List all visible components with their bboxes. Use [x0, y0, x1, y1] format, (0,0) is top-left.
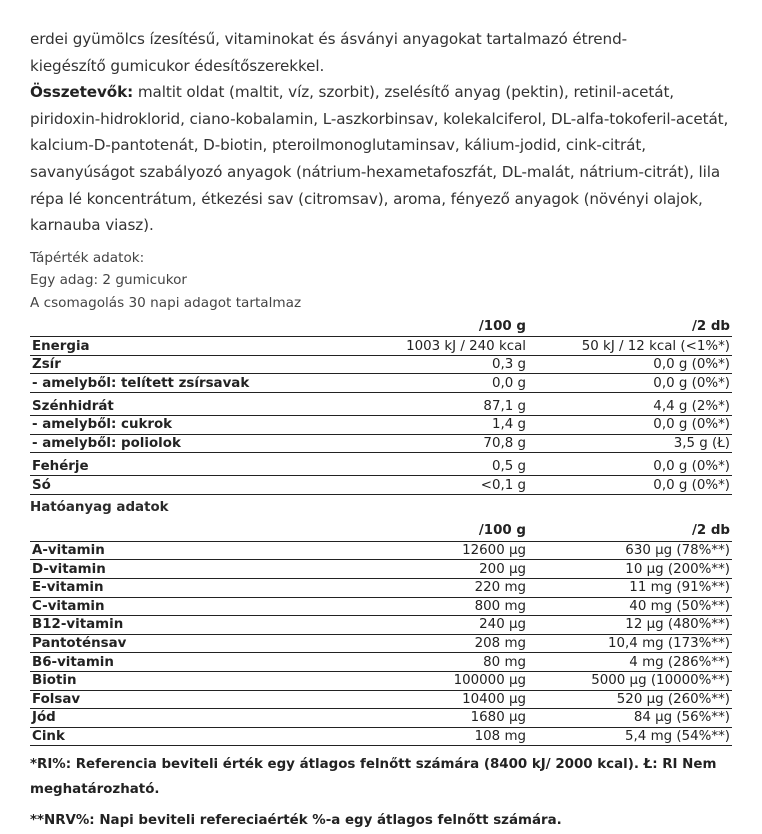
table-row: [30, 653, 732, 672]
table-row: [30, 541, 732, 560]
row-label: Zsír: [30, 355, 300, 374]
row-value-100g: 1003 kJ / 240 kcal: [300, 337, 528, 356]
nutrition-table-header: [30, 316, 732, 337]
nutrition-heading: Tápérték adatok:: [30, 249, 145, 266]
row-label: C-vitamin: [30, 597, 300, 616]
row-value-100g: 12600 µg: [300, 541, 528, 560]
row-value-2db: 11 mg (91%**): [528, 579, 732, 598]
nutrition-table: [30, 316, 732, 495]
intro-line-2: kiegészítő gumicukor édesítőszerekkel.: [30, 56, 325, 75]
row-label: E-vitamin: [30, 579, 300, 598]
row-value-2db: 50 kJ / 12 kcal (<1%*): [528, 337, 732, 356]
row-value-100g: 87,1 g: [300, 393, 528, 416]
row-value-100g: 1680 µg: [300, 709, 528, 728]
row-label: B6-vitamin: [30, 653, 300, 672]
row-value-2db: 10 µg (200%**): [528, 560, 732, 579]
table-row: [30, 634, 732, 653]
table-row: [30, 374, 732, 393]
row-value-2db: 0,0 g (0%*): [528, 453, 732, 476]
row-label: Energia: [30, 337, 300, 356]
nutrition-meta: [30, 247, 732, 315]
active-table-header: [30, 521, 732, 542]
table-row: [30, 616, 732, 635]
table-row: [30, 560, 732, 579]
row-value-2db: 5,4 mg (54%**): [528, 727, 732, 746]
row-value-2db: 0,0 g (0%*): [528, 476, 732, 495]
footnote-nrv: **NRV%: Napi beviteli refereciaérték %-a egy átlagos felnőtt számára.: [30, 813, 562, 829]
footnote-ri: *RI%: Referencia beviteli érték egy átlagos felnőtt számára (8400 kJ/ 2000 kcal). Ł: RI Nem meghatározható.: [30, 757, 717, 798]
row-label: Szénhidrát: [30, 393, 300, 416]
row-label: A-vitamin: [30, 541, 300, 560]
row-value-100g: 208 mg: [300, 634, 528, 653]
active-ingredients-title: Hatóanyag adatok: [30, 499, 169, 515]
row-value-2db: 84 µg (56%**): [528, 709, 732, 728]
table-row: [30, 727, 732, 746]
row-value-2db: 3,5 g (Ł): [528, 434, 732, 453]
table-row: [30, 337, 732, 356]
row-label: Pantoténsav: [30, 634, 300, 653]
row-value-100g: 240 µg: [300, 616, 528, 635]
table-row: [30, 355, 732, 374]
row-value-2db: 0,0 g (0%*): [528, 374, 732, 393]
row-value-2db: 40 mg (50%**): [528, 597, 732, 616]
ingredients-label: Összetevők:: [30, 83, 134, 102]
ingredients-text: maltit oldat (maltit, víz, szorbit), zselésítő anyag (pektin), retinil-acetát, piridoxin-hidroklorid, ciano-kobalamin, L-aszkorbinsav, kolekalciferol, DL-alfa-tokoferil-acetát, kalcium-D-pantotenát, D-biotin, pteroilmonoglutaminsav, kálium-jodid, cink-citrát, savanyúságot szabályozó anyagok (nátrium-hexametafoszfát, DL-malát, nátrium-citrát), lila répa lé koncentrátum, étkezési sav (citromsav), aroma, fényező anyagok (növényi olajok, karnauba viasz).: [30, 83, 729, 235]
table-row: [30, 690, 732, 709]
row-value-2db: 630 µg (78%**): [528, 541, 732, 560]
row-value-100g: 108 mg: [300, 727, 528, 746]
row-label: Fehérje: [30, 453, 300, 476]
row-value-100g: 70,8 g: [300, 434, 528, 453]
row-label: Biotin: [30, 671, 300, 690]
table-row: [30, 579, 732, 598]
table-row: [30, 476, 732, 495]
row-value-100g: 220 mg: [300, 579, 528, 598]
active-ingredients-table: [30, 521, 732, 747]
table-row: [30, 671, 732, 690]
row-value-100g: 800 mg: [300, 597, 528, 616]
table-row: [30, 709, 732, 728]
row-value-100g: <0,1 g: [300, 476, 528, 495]
product-info: [30, 26, 732, 834]
row-value-100g: 200 µg: [300, 560, 528, 579]
row-value-2db: 10,4 mg (173%**): [528, 634, 732, 653]
row-value-2db: 4 mg (286%**): [528, 653, 732, 672]
row-value-100g: 0,0 g: [300, 374, 528, 393]
row-value-100g: 1,4 g: [300, 416, 528, 435]
row-value-2db: 4,4 g (2%*): [528, 393, 732, 416]
row-label: D-vitamin: [30, 560, 300, 579]
row-label: B12-vitamin: [30, 616, 300, 635]
row-value-100g: 80 mg: [300, 653, 528, 672]
serving-size: Egy adag: 2 gumicukor: [30, 272, 188, 289]
product-description: [30, 26, 732, 239]
row-value-100g: 0,5 g: [300, 453, 528, 476]
row-value-2db: 5000 µg (10000%**): [528, 671, 732, 690]
intro-line-1: erdei gyümölcs ízesítésű, vitaminokat és ásványi anyagokat tartalmazó étrend-: [30, 30, 627, 48]
row-label: Só: [30, 476, 300, 495]
col-header-100g: /100 g: [300, 521, 528, 542]
col-header-100g: /100 g: [300, 316, 528, 337]
row-label: - amelyből: telített zsírsavak: [30, 374, 300, 393]
row-value-2db: 12 µg (480%**): [528, 616, 732, 635]
row-label: - amelyből: cukrok: [30, 416, 300, 435]
row-label: Folsav: [30, 690, 300, 709]
row-value-100g: 10400 µg: [300, 690, 528, 709]
row-value-2db: 0,0 g (0%*): [528, 416, 732, 435]
row-label: Cink: [30, 727, 300, 746]
row-value-2db: 0,0 g (0%*): [528, 355, 732, 374]
table-row: [30, 597, 732, 616]
col-header-2db: /2 db: [528, 316, 732, 337]
row-label: - amelyből: poliolok: [30, 434, 300, 453]
package-info: A csomagolás 30 napi adagot tartalmaz: [30, 294, 302, 311]
row-value-100g: 0,3 g: [300, 355, 528, 374]
table-row: [30, 434, 732, 453]
row-value-100g: 100000 µg: [300, 671, 528, 690]
table-row: [30, 453, 732, 476]
row-value-2db: 520 µg (260%**): [528, 690, 732, 709]
table-row: [30, 393, 732, 416]
table-row: [30, 416, 732, 435]
row-label: Jód: [30, 709, 300, 728]
col-header-2db: /2 db: [528, 521, 732, 542]
